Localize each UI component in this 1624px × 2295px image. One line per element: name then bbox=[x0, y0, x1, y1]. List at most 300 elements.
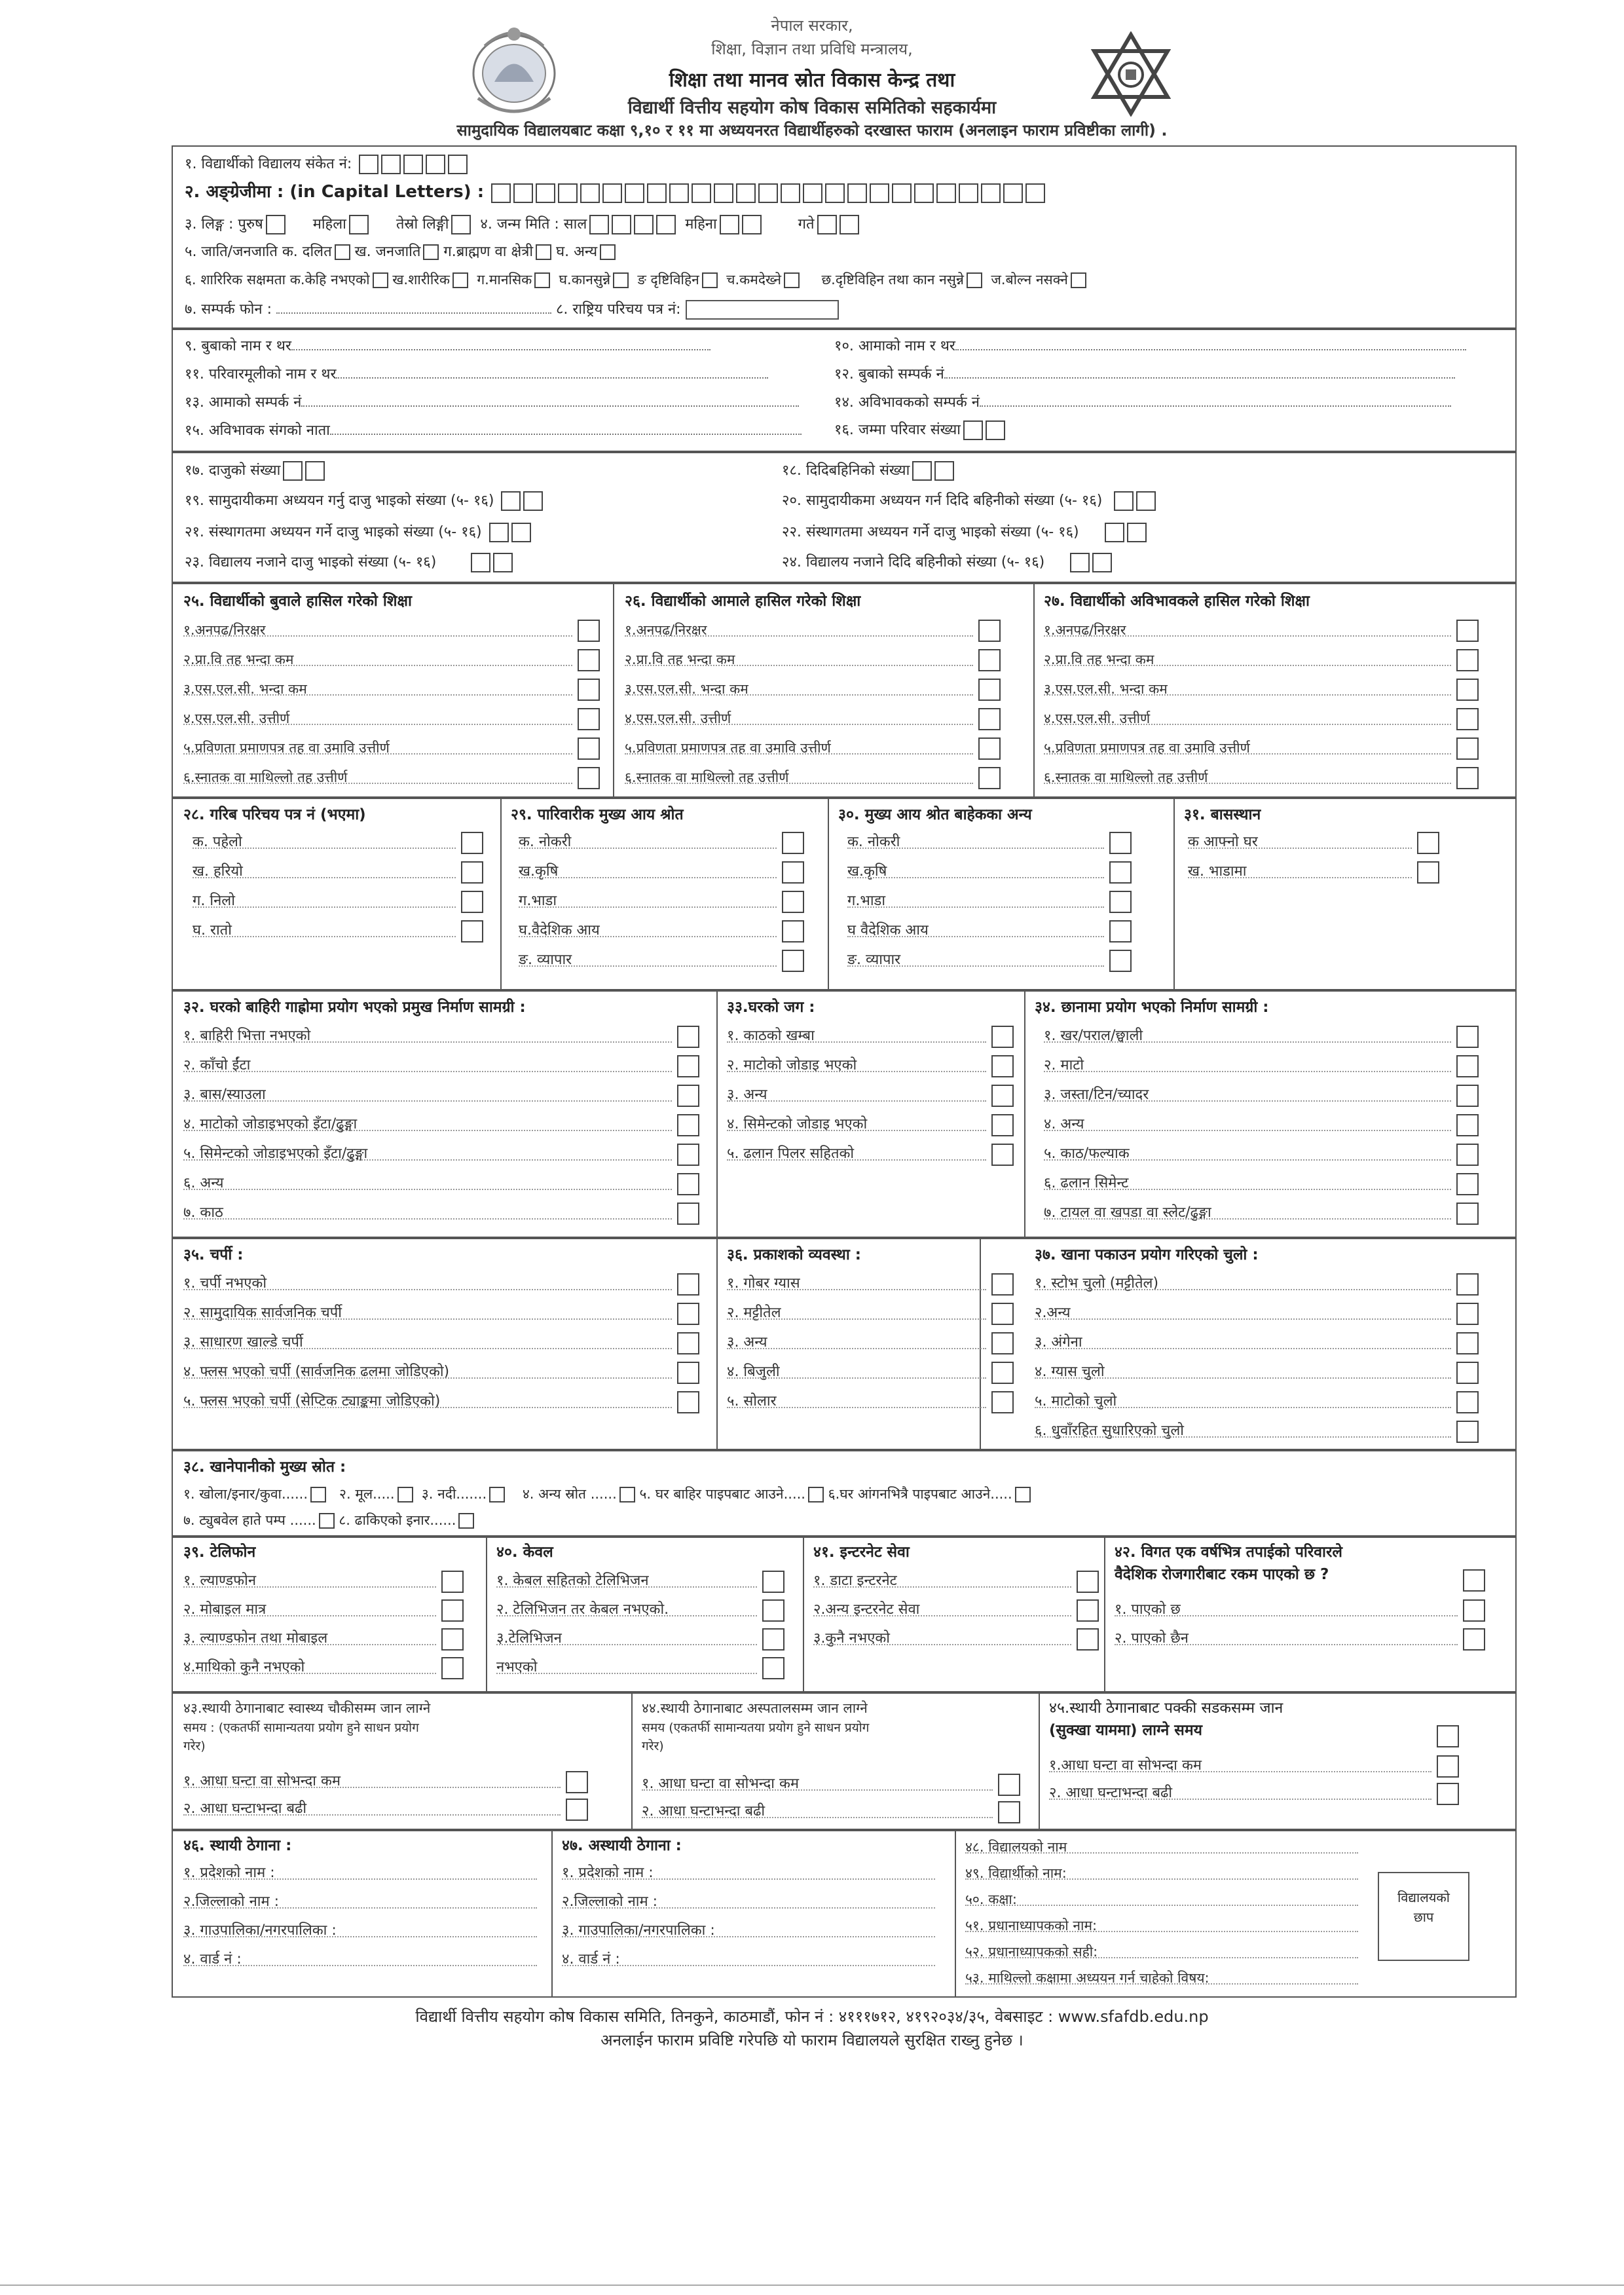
brahmin-checkbox[interactable] bbox=[536, 244, 551, 260]
option-checkbox[interactable] bbox=[1456, 1421, 1479, 1443]
option-checkbox[interactable] bbox=[441, 1599, 464, 1622]
letter-box[interactable] bbox=[536, 183, 555, 203]
option-checkbox[interactable] bbox=[762, 1657, 784, 1679]
sisters-box[interactable] bbox=[912, 461, 932, 481]
national-id-field[interactable] bbox=[686, 300, 839, 320]
brahmin-label: ग.ब्राह्मण वा क्षेत्री bbox=[443, 244, 534, 260]
dotted-leader bbox=[847, 877, 1104, 878]
option-checkbox[interactable] bbox=[1456, 708, 1479, 730]
option-checkbox[interactable] bbox=[578, 737, 600, 760]
letter-box[interactable] bbox=[892, 183, 912, 203]
dob-month-box[interactable] bbox=[742, 215, 762, 234]
option-checkbox[interactable] bbox=[1463, 1599, 1485, 1622]
option-checkbox[interactable] bbox=[1077, 1599, 1099, 1622]
other-ethnicity-checkbox[interactable] bbox=[600, 244, 616, 260]
form-title: सामुदायिक विद्यालयबाट कक्षा ९,१० र ११ मा अध्ययनरत विद्यार्थीहरुको दरखास्त फाराम (अनलाइन फाराम प्रविष्टीका लागी) . bbox=[456, 121, 1168, 140]
divider bbox=[716, 1239, 718, 1450]
dotted-leader bbox=[727, 1407, 986, 1408]
option-label: ७. काठ bbox=[183, 1204, 223, 1221]
option-checkbox[interactable] bbox=[677, 1055, 699, 1077]
letter-box[interactable] bbox=[1003, 183, 1023, 203]
option-checkbox[interactable] bbox=[978, 620, 1001, 642]
option-checkbox[interactable] bbox=[677, 1026, 699, 1048]
dotted-leader bbox=[625, 635, 973, 637]
dotted-leader bbox=[1044, 1100, 1451, 1102]
dob-year-box[interactable] bbox=[612, 215, 631, 234]
water-checkbox[interactable] bbox=[319, 1513, 335, 1529]
q23-box[interactable] bbox=[471, 553, 490, 572]
option-checkbox[interactable] bbox=[762, 1599, 784, 1622]
phone-field[interactable] bbox=[276, 312, 551, 314]
brothers-box[interactable] bbox=[305, 461, 325, 481]
option-checkbox[interactable] bbox=[782, 832, 804, 854]
option-label: १.आधा घन्टा वा सोभन्दा कम bbox=[1049, 1757, 1202, 1774]
option-label: ५. सिमेन्टको जोडाइभएको इँटा/ढुङ्गा bbox=[183, 1146, 368, 1162]
option-checkbox[interactable] bbox=[461, 832, 483, 854]
option-checkbox[interactable] bbox=[782, 861, 804, 884]
family-row-3b bbox=[834, 394, 1451, 411]
option-label: २.जिल्लाको नाम : bbox=[562, 1894, 658, 1910]
water-options-row-1: १. खोला/इनार/कुवा...... २. मूल..... ३. नदी....... ४. अन्य स्रोत ...... ५. घर बाहिर पाइपबाट आउने..... ६.घर आंगनभित्रै पाइपबाट आउने..... bbox=[183, 1485, 1031, 1502]
option-checkbox[interactable] bbox=[991, 1332, 1014, 1354]
option-label: १. केबल सहितको टेलिभिजन bbox=[496, 1573, 649, 1589]
janajati-label: ख. जनजाति bbox=[354, 244, 421, 260]
letter-box[interactable] bbox=[558, 183, 578, 203]
letter-box[interactable] bbox=[870, 183, 889, 203]
q19-box[interactable] bbox=[523, 491, 543, 511]
option-label: ३. अन्य bbox=[727, 1087, 767, 1103]
option-checkbox[interactable] bbox=[441, 1571, 464, 1593]
father-education-title: २५. विद्यार्थीको बुवाले हासिल गरेको शिक्षा bbox=[183, 593, 412, 610]
divider bbox=[631, 1694, 633, 1830]
letter-box[interactable] bbox=[736, 183, 756, 203]
water-checkbox[interactable] bbox=[489, 1487, 505, 1502]
option-checkbox[interactable] bbox=[1456, 620, 1479, 642]
letter-box[interactable] bbox=[692, 183, 711, 203]
option-checkbox[interactable] bbox=[1456, 1303, 1479, 1325]
hearing-checkbox[interactable] bbox=[613, 272, 629, 288]
guardian-relation-field[interactable] bbox=[330, 434, 802, 435]
option-checkbox[interactable] bbox=[978, 767, 1001, 789]
q22-box[interactable] bbox=[1105, 523, 1124, 542]
dotted-leader bbox=[183, 1615, 436, 1616]
option-checkbox[interactable] bbox=[677, 1303, 699, 1325]
option-checkbox[interactable] bbox=[578, 649, 600, 671]
option-label: १. काठको खम्बा bbox=[727, 1028, 815, 1044]
option-label: ग.भाडा bbox=[519, 893, 557, 909]
option-label: ४. ग्यास चुलो bbox=[1035, 1364, 1105, 1380]
male-checkbox[interactable] bbox=[266, 215, 286, 234]
letter-box[interactable] bbox=[647, 183, 667, 203]
option-checkbox[interactable] bbox=[677, 1085, 699, 1107]
q21-box[interactable] bbox=[489, 523, 509, 542]
option-checkbox[interactable] bbox=[978, 737, 1001, 760]
option-checkbox[interactable] bbox=[1463, 1569, 1485, 1592]
option-checkbox[interactable] bbox=[991, 1303, 1014, 1325]
lighting-title: ३६. प्रकाशको व्यवस्था : bbox=[727, 1246, 861, 1263]
option-checkbox[interactable] bbox=[677, 1362, 699, 1384]
stamp-label-2: छाप bbox=[1413, 1909, 1434, 1925]
hospital-title: ४४.स्थायी ठेगानाबाट अस्पतालसम्म जान लाग्ने bbox=[642, 1700, 868, 1716]
father-contact-label: १२. बुबाको सम्पर्क नं bbox=[834, 366, 944, 382]
dotted-leader bbox=[183, 783, 572, 784]
option-checkbox[interactable] bbox=[441, 1628, 464, 1651]
family-size-box[interactable] bbox=[986, 420, 1005, 440]
option-label: ङ. व्यापार bbox=[519, 952, 572, 968]
divider bbox=[486, 1538, 487, 1692]
option-checkbox[interactable] bbox=[978, 649, 1001, 671]
dotted-leader bbox=[813, 1586, 1071, 1588]
school-code-box[interactable] bbox=[448, 155, 468, 174]
option-checkbox[interactable] bbox=[1456, 1026, 1479, 1048]
q24-box[interactable] bbox=[1070, 553, 1090, 572]
option-label: ५. माटोको चुलो bbox=[1035, 1393, 1117, 1409]
water-checkbox[interactable] bbox=[397, 1487, 413, 1502]
hearing-label: घ.कानसुन्ने bbox=[559, 272, 611, 288]
blind-label: ङ दृष्टिविहिन bbox=[637, 272, 699, 288]
option-label: २. माटोको जोडाइ भएको bbox=[727, 1057, 857, 1073]
dob-year-box[interactable] bbox=[589, 215, 609, 234]
option-checkbox[interactable] bbox=[461, 861, 483, 884]
q24-row bbox=[782, 553, 1112, 572]
dob-day-label: गते bbox=[798, 216, 815, 233]
disability-row bbox=[185, 271, 1086, 288]
option-checkbox[interactable] bbox=[566, 1771, 588, 1793]
letter-box[interactable] bbox=[959, 183, 978, 203]
option-checkbox[interactable] bbox=[677, 1273, 699, 1296]
dotted-leader bbox=[183, 1289, 672, 1290]
option-checkbox[interactable] bbox=[978, 708, 1001, 730]
option-checkbox[interactable] bbox=[1456, 1085, 1479, 1107]
q23-box[interactable] bbox=[493, 553, 513, 572]
option-label: ४.एस.एल.सी. उत्तीर्ण bbox=[1044, 711, 1151, 726]
option-checkbox[interactable] bbox=[441, 1657, 464, 1679]
header-line-3: शिक्षा तथा मानव स्रोत विकास केन्द्र तथा bbox=[669, 69, 955, 92]
sisters-box[interactable] bbox=[934, 461, 954, 481]
option-label: २.प्रा.वि तह भन्दा कम bbox=[183, 652, 294, 667]
mother-contact-label: १३. आमाको सम्पर्क नं bbox=[185, 394, 302, 411]
letter-box[interactable] bbox=[981, 183, 1001, 203]
option-label: ख.कृषि bbox=[847, 863, 887, 880]
q24-box[interactable] bbox=[1092, 553, 1112, 572]
dotted-leader bbox=[642, 1789, 993, 1791]
letter-box[interactable] bbox=[758, 183, 778, 203]
option-checkbox[interactable] bbox=[762, 1628, 784, 1651]
guardian-education-title: २७. विद्यार्थीको अविभावकले हासिल गरेको शिक्षा bbox=[1044, 593, 1310, 610]
q22-label: २२. संस्थागतमा अध्ययन गर्ने दाजु भाइको संख्या (५- १६) bbox=[782, 524, 1079, 540]
family-size-label: १६. जम्मा परिवार संख्या bbox=[834, 422, 961, 438]
poverty-card-title: २८. गरिब परिचय पत्र नं (भएमा) bbox=[183, 806, 366, 823]
option-checkbox[interactable] bbox=[1077, 1628, 1099, 1651]
option-checkbox[interactable] bbox=[991, 1114, 1014, 1136]
option-label: ४.एस.एल.सी. उत्तीर्ण bbox=[625, 711, 731, 726]
option-checkbox[interactable] bbox=[1456, 1332, 1479, 1354]
no-disability-checkbox[interactable] bbox=[373, 272, 388, 288]
option-checkbox[interactable] bbox=[1077, 1571, 1099, 1593]
dotted-leader bbox=[183, 1189, 672, 1190]
option-checkbox[interactable] bbox=[1456, 679, 1479, 701]
option-checkbox[interactable] bbox=[1456, 767, 1479, 789]
option-checkbox[interactable] bbox=[1109, 832, 1132, 854]
letter-box[interactable] bbox=[1025, 183, 1045, 203]
option-label: ४. वार्ड नं : bbox=[183, 1951, 242, 1968]
dotted-leader bbox=[625, 665, 973, 666]
option-label: ३. जस्ता/टिन/च्यादर bbox=[1044, 1087, 1149, 1103]
option-checkbox[interactable] bbox=[677, 1332, 699, 1354]
option-checkbox[interactable] bbox=[1456, 1203, 1479, 1225]
school-code-box[interactable] bbox=[359, 155, 378, 174]
school-code-box[interactable] bbox=[426, 155, 445, 174]
option-checkbox[interactable] bbox=[991, 1391, 1014, 1413]
dotted-leader bbox=[727, 1041, 986, 1043]
dotted-leader bbox=[183, 1673, 436, 1674]
option-checkbox[interactable] bbox=[578, 767, 600, 789]
option-label: ४.एस.एल.सी. उत्तीर्ण bbox=[183, 711, 290, 726]
dotted-leader bbox=[183, 635, 572, 637]
low-vision-checkbox[interactable] bbox=[784, 272, 800, 288]
water-section bbox=[172, 1450, 1517, 1537]
letter-box[interactable] bbox=[513, 183, 533, 203]
dotted-leader bbox=[183, 1936, 537, 1937]
dotted-leader bbox=[183, 1814, 561, 1816]
option-label: २.अन्य bbox=[1035, 1305, 1071, 1321]
dotted-leader bbox=[727, 1289, 986, 1290]
option-checkbox[interactable] bbox=[461, 920, 483, 942]
option-checkbox[interactable] bbox=[1456, 1391, 1479, 1413]
family-row-2b bbox=[834, 366, 1455, 383]
option-checkbox[interactable] bbox=[1456, 1055, 1479, 1077]
option-checkbox[interactable] bbox=[991, 1144, 1014, 1166]
q23-label: २३. विद्यालय नजाने दाजु भाइको संख्या (५- १६) bbox=[185, 554, 437, 570]
dob-month-box[interactable] bbox=[720, 215, 739, 234]
blind-checkbox[interactable] bbox=[702, 272, 718, 288]
option-checkbox[interactable] bbox=[978, 679, 1001, 701]
family-row-1b bbox=[834, 338, 1466, 355]
dotted-leader bbox=[1115, 1615, 1458, 1616]
dotted-leader bbox=[496, 1644, 757, 1645]
header-line-4: विद्यार्थी वित्तीय सहयोग कोष विकास समितिको सहकार्यमा bbox=[627, 98, 997, 118]
dotted-leader bbox=[727, 1130, 986, 1131]
dotted-leader bbox=[1035, 1348, 1451, 1349]
dalit-checkbox[interactable] bbox=[335, 244, 350, 260]
dotted-leader bbox=[496, 1615, 757, 1616]
option-label: ५. ढलान पिलर सहितको bbox=[727, 1146, 855, 1162]
divider bbox=[716, 992, 718, 1238]
option-checkbox[interactable] bbox=[998, 1774, 1020, 1796]
option-checkbox[interactable] bbox=[1417, 832, 1439, 854]
option-label: ३.कुनै नभएको bbox=[813, 1630, 890, 1647]
option-checkbox[interactable] bbox=[991, 1055, 1014, 1077]
water-checkbox[interactable] bbox=[310, 1487, 326, 1502]
option-checkbox[interactable] bbox=[578, 679, 600, 701]
option-label: घ वैदेशिक आय bbox=[847, 922, 929, 939]
option-checkbox[interactable] bbox=[782, 920, 804, 942]
letter-box[interactable] bbox=[803, 183, 822, 203]
water-checkbox[interactable] bbox=[619, 1487, 635, 1502]
hospital-title-3: गरेर) bbox=[642, 1739, 664, 1753]
q19-box[interactable] bbox=[501, 491, 521, 511]
option-label: ग.भाडा bbox=[847, 893, 886, 909]
dotted-leader bbox=[183, 665, 572, 666]
letter-box[interactable] bbox=[602, 183, 622, 203]
q24-label: २४. विद्यालय नजाने दिदि बहिनीको संख्या (५- १६) bbox=[782, 554, 1045, 570]
option-checkbox[interactable] bbox=[1456, 1114, 1479, 1136]
dotted-leader bbox=[847, 848, 1104, 849]
brothers-box[interactable] bbox=[283, 461, 303, 481]
option-checkbox[interactable] bbox=[1109, 920, 1132, 942]
divider bbox=[828, 799, 829, 990]
q19-row bbox=[185, 491, 543, 511]
dotted-leader bbox=[965, 1983, 1358, 1985]
ethnicity-row bbox=[185, 244, 616, 261]
option-checkbox[interactable] bbox=[1437, 1725, 1459, 1747]
option-label: ख. हरियो bbox=[193, 863, 243, 880]
option-checkbox[interactable] bbox=[677, 1203, 699, 1225]
option-checkbox[interactable] bbox=[1109, 950, 1132, 972]
letter-box[interactable] bbox=[491, 183, 511, 203]
option-checkbox[interactable] bbox=[578, 708, 600, 730]
dotted-leader bbox=[183, 1318, 672, 1320]
option-checkbox[interactable] bbox=[782, 891, 804, 913]
option-label: १. आधा घन्टा वा सोभन्दा कम bbox=[183, 1773, 341, 1789]
q20-box[interactable] bbox=[1136, 491, 1156, 511]
option-checkbox[interactable] bbox=[998, 1801, 1020, 1823]
dotted-leader bbox=[1035, 1436, 1451, 1438]
internet-title: ४१. इन्टरनेट सेवा bbox=[813, 1544, 910, 1561]
guardian-contact-field[interactable] bbox=[980, 405, 1451, 407]
other-income-title: ३०. मुख्य आय श्रोत बाहेकका अन्य bbox=[838, 806, 1032, 823]
dob-day-box[interactable] bbox=[840, 215, 859, 234]
option-checkbox[interactable] bbox=[1463, 1628, 1485, 1651]
divider bbox=[1024, 992, 1025, 1238]
speech-checkbox[interactable] bbox=[1071, 272, 1086, 288]
letter-box[interactable] bbox=[847, 183, 867, 203]
distance-section bbox=[172, 1692, 1517, 1830]
option-checkbox[interactable] bbox=[677, 1391, 699, 1413]
option-checkbox[interactable] bbox=[1437, 1783, 1459, 1805]
option-checkbox[interactable] bbox=[578, 620, 600, 642]
option-checkbox[interactable] bbox=[991, 1026, 1014, 1048]
option-checkbox[interactable] bbox=[1437, 1755, 1459, 1778]
letter-box[interactable] bbox=[714, 183, 733, 203]
option-checkbox[interactable] bbox=[782, 950, 804, 972]
option-checkbox[interactable] bbox=[1109, 861, 1132, 884]
janajati-checkbox[interactable] bbox=[423, 244, 439, 260]
letter-box[interactable] bbox=[625, 183, 644, 203]
option-label: २. मट्टीतेल bbox=[727, 1305, 781, 1321]
option-checkbox[interactable] bbox=[1456, 1173, 1479, 1195]
letter-box[interactable] bbox=[914, 183, 934, 203]
option-checkbox[interactable] bbox=[1456, 649, 1479, 671]
divider bbox=[955, 1831, 956, 1998]
option-checkbox[interactable] bbox=[461, 891, 483, 913]
option-checkbox[interactable] bbox=[1417, 861, 1439, 884]
family-size-box[interactable] bbox=[963, 420, 983, 440]
water-checkbox[interactable] bbox=[808, 1487, 824, 1502]
option-checkbox[interactable] bbox=[1456, 1273, 1479, 1296]
dob-day-box[interactable] bbox=[817, 215, 837, 234]
disability-label: ६. शारिरिक सक्षमता क.केहि नभएको bbox=[185, 272, 370, 288]
deafblind-checkbox[interactable] bbox=[967, 272, 982, 288]
dotted-leader bbox=[1044, 724, 1451, 725]
dotted-leader bbox=[1044, 783, 1451, 784]
water-checkbox[interactable] bbox=[458, 1513, 474, 1529]
option-label: १. बाहिरी भित्ता नभएको bbox=[183, 1028, 311, 1044]
school-code-box[interactable] bbox=[403, 155, 423, 174]
option-checkbox[interactable] bbox=[991, 1273, 1014, 1296]
option-label: ३.एस.एल.सी. भन्दा कम bbox=[183, 681, 307, 697]
dotted-leader bbox=[813, 1615, 1071, 1616]
water-checkbox[interactable] bbox=[1015, 1487, 1031, 1502]
option-checkbox[interactable] bbox=[677, 1173, 699, 1195]
father-contact-field[interactable] bbox=[944, 377, 1455, 379]
option-checkbox[interactable] bbox=[991, 1362, 1014, 1384]
female-checkbox[interactable] bbox=[349, 215, 369, 234]
option-checkbox[interactable] bbox=[1109, 891, 1132, 913]
dotted-leader bbox=[519, 965, 777, 967]
q20-box[interactable] bbox=[1114, 491, 1134, 511]
q21-box[interactable] bbox=[511, 523, 531, 542]
name-capital-label: २. अङ्ग्रेजीमा : (in Capital Letters) : bbox=[185, 182, 485, 202]
name-capital-boxes[interactable] bbox=[489, 185, 1045, 201]
letter-box[interactable] bbox=[781, 183, 800, 203]
letter-box[interactable] bbox=[669, 183, 689, 203]
school-code-box[interactable] bbox=[381, 155, 401, 174]
dotted-leader bbox=[193, 936, 456, 937]
option-label: ५२. प्रधानाध्यापकको सही: bbox=[965, 1944, 1098, 1960]
option-checkbox[interactable] bbox=[1456, 737, 1479, 760]
option-checkbox[interactable] bbox=[762, 1571, 784, 1593]
option-checkbox[interactable] bbox=[1456, 1144, 1479, 1166]
dob-year-box[interactable] bbox=[656, 215, 676, 234]
dotted-leader bbox=[727, 1159, 986, 1161]
dotted-leader bbox=[1044, 1130, 1451, 1131]
dotted-leader bbox=[847, 936, 1104, 937]
dotted-leader bbox=[965, 1957, 1358, 1958]
family-section bbox=[172, 329, 1517, 452]
mother-name-field[interactable] bbox=[955, 349, 1466, 350]
ethnicity-label: ५. जाति/जनजाति क. दलित bbox=[185, 244, 332, 260]
q22-box[interactable] bbox=[1127, 523, 1147, 542]
letter-box[interactable] bbox=[825, 183, 845, 203]
option-checkbox[interactable] bbox=[566, 1799, 588, 1821]
dob-year-box[interactable] bbox=[634, 215, 654, 234]
dotted-leader bbox=[519, 877, 777, 878]
option-checkbox[interactable] bbox=[991, 1085, 1014, 1107]
option-checkbox[interactable] bbox=[677, 1114, 699, 1136]
remittance-title: ४२. विगत एक वर्षभित्र तपाईको परिवारले bbox=[1115, 1544, 1343, 1561]
option-checkbox[interactable] bbox=[1456, 1362, 1479, 1384]
third-gender-checkbox[interactable] bbox=[451, 215, 471, 234]
dotted-leader bbox=[965, 1852, 1358, 1854]
option-label: २.प्रा.वि तह भन्दा कम bbox=[1044, 652, 1154, 667]
option-label: ५. सोलार bbox=[727, 1393, 777, 1409]
option-checkbox[interactable] bbox=[677, 1144, 699, 1166]
physical-checkbox[interactable] bbox=[452, 272, 468, 288]
letter-box[interactable] bbox=[580, 183, 600, 203]
dotted-leader bbox=[183, 1644, 436, 1645]
household-head-field[interactable] bbox=[336, 377, 768, 379]
dotted-leader bbox=[727, 1377, 986, 1379]
brothers-label: १७. दाजुको संख्या bbox=[185, 462, 281, 479]
father-name-field[interactable] bbox=[291, 349, 710, 350]
option-label: ४. बिजुली bbox=[727, 1364, 780, 1380]
water-opt-5: ५. घर बाहिर पाइपबाट आउने bbox=[639, 1486, 784, 1502]
mother-contact-field[interactable] bbox=[301, 405, 799, 407]
mental-checkbox[interactable] bbox=[534, 272, 550, 288]
letter-box[interactable] bbox=[936, 183, 956, 203]
option-label: ३.टेलिभिजन bbox=[496, 1630, 562, 1647]
